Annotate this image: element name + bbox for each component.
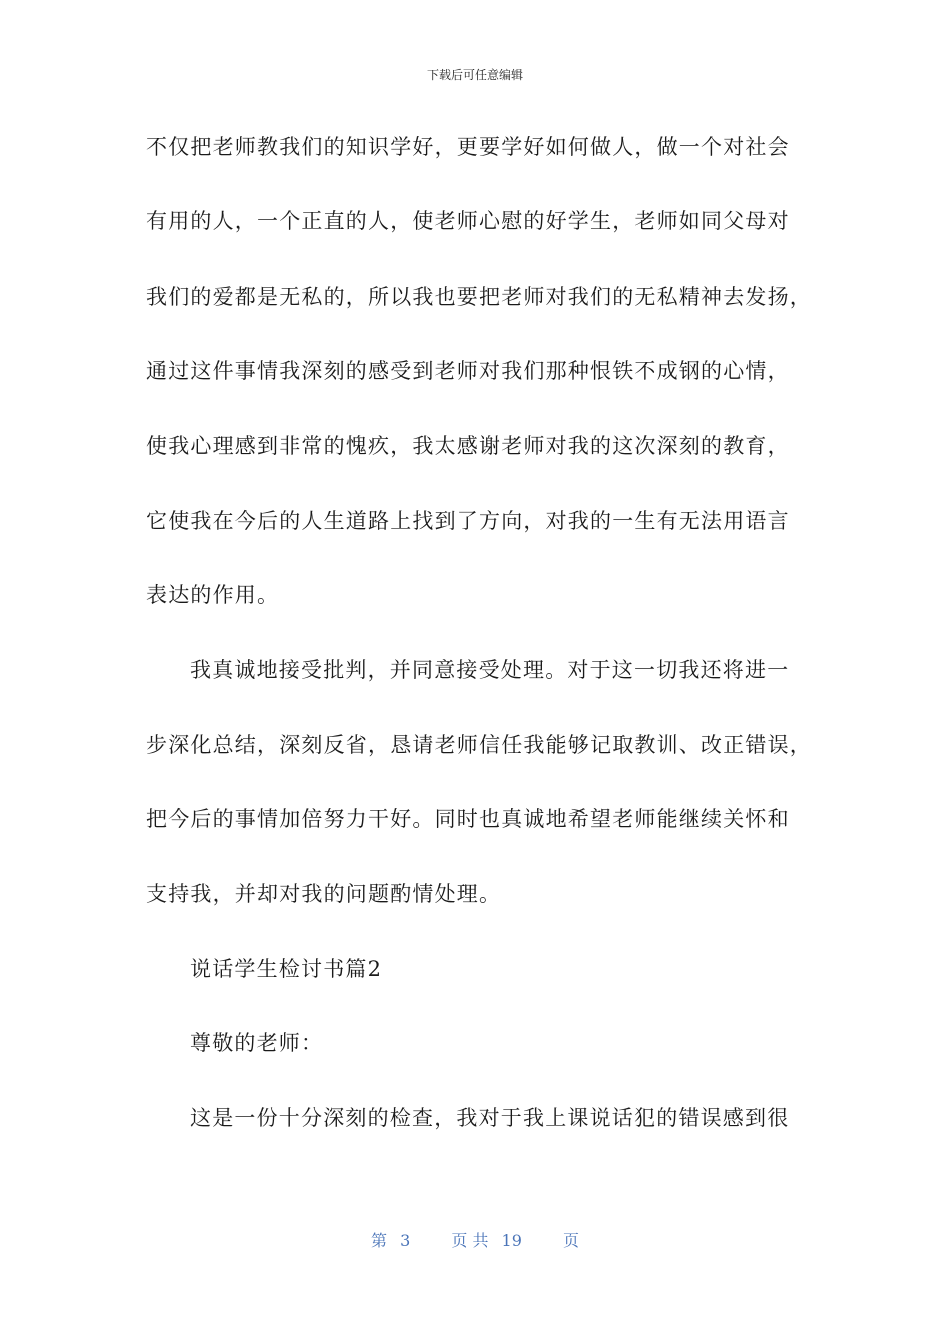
paragraph-first-line: 我真诚地接受批判，并同意接受处理。对于这一切我还将进一 xyxy=(190,658,790,682)
page-label-suffix: 页 xyxy=(563,1231,580,1250)
page-header: 下载后可任意编辑 xyxy=(426,68,523,82)
salutation: 尊敬的老师： xyxy=(190,1031,324,1055)
body-line: 它使我在今后的人生道路上找到了方向，对我的一生有无法用语言 xyxy=(146,509,790,533)
page-label-mid: 页 共 xyxy=(451,1231,489,1250)
page-label-prefix: 第 xyxy=(370,1231,387,1250)
body-line: 有用的人，一个正直的人，使老师心慰的好学生，老师如同父母对 xyxy=(146,209,790,233)
current-page-number: 3 xyxy=(400,1231,411,1250)
body-line: 把今后的事情加倍努力干好。同时也真诚地希望老师能继续关怀和 xyxy=(146,807,790,831)
paragraph-first-line: 这是一份十分深刻的检查，我对于我上课说话犯的错误感到很 xyxy=(190,1106,790,1130)
body-line: 支持我，并却对我的问题酌情处理。 xyxy=(146,882,502,906)
body-line: 我们的爱都是无私的，所以我也要把老师对我们的无私精神去发扬， xyxy=(146,285,812,309)
total-pages-number: 19 xyxy=(501,1231,522,1250)
body-line: 通过这件事情我深刻的感受到老师对我们那种恨铁不成钢的心情， xyxy=(146,359,790,383)
body-line: 不仅把老师教我们的知识学好，更要学好如何做人，做一个对社会 xyxy=(146,135,790,159)
body-line: 步深化总结，深刻反省，恳请老师信任我能够记取教训、改正错误， xyxy=(146,733,812,757)
body-line: 表达的作用。 xyxy=(146,583,280,607)
page-footer xyxy=(0,1228,950,1251)
body-line: 使我心理感到非常的愧疚，我太感谢老师对我的这次深刻的教育， xyxy=(146,434,790,458)
section-title: 说话学生检讨书篇2 xyxy=(190,957,383,981)
